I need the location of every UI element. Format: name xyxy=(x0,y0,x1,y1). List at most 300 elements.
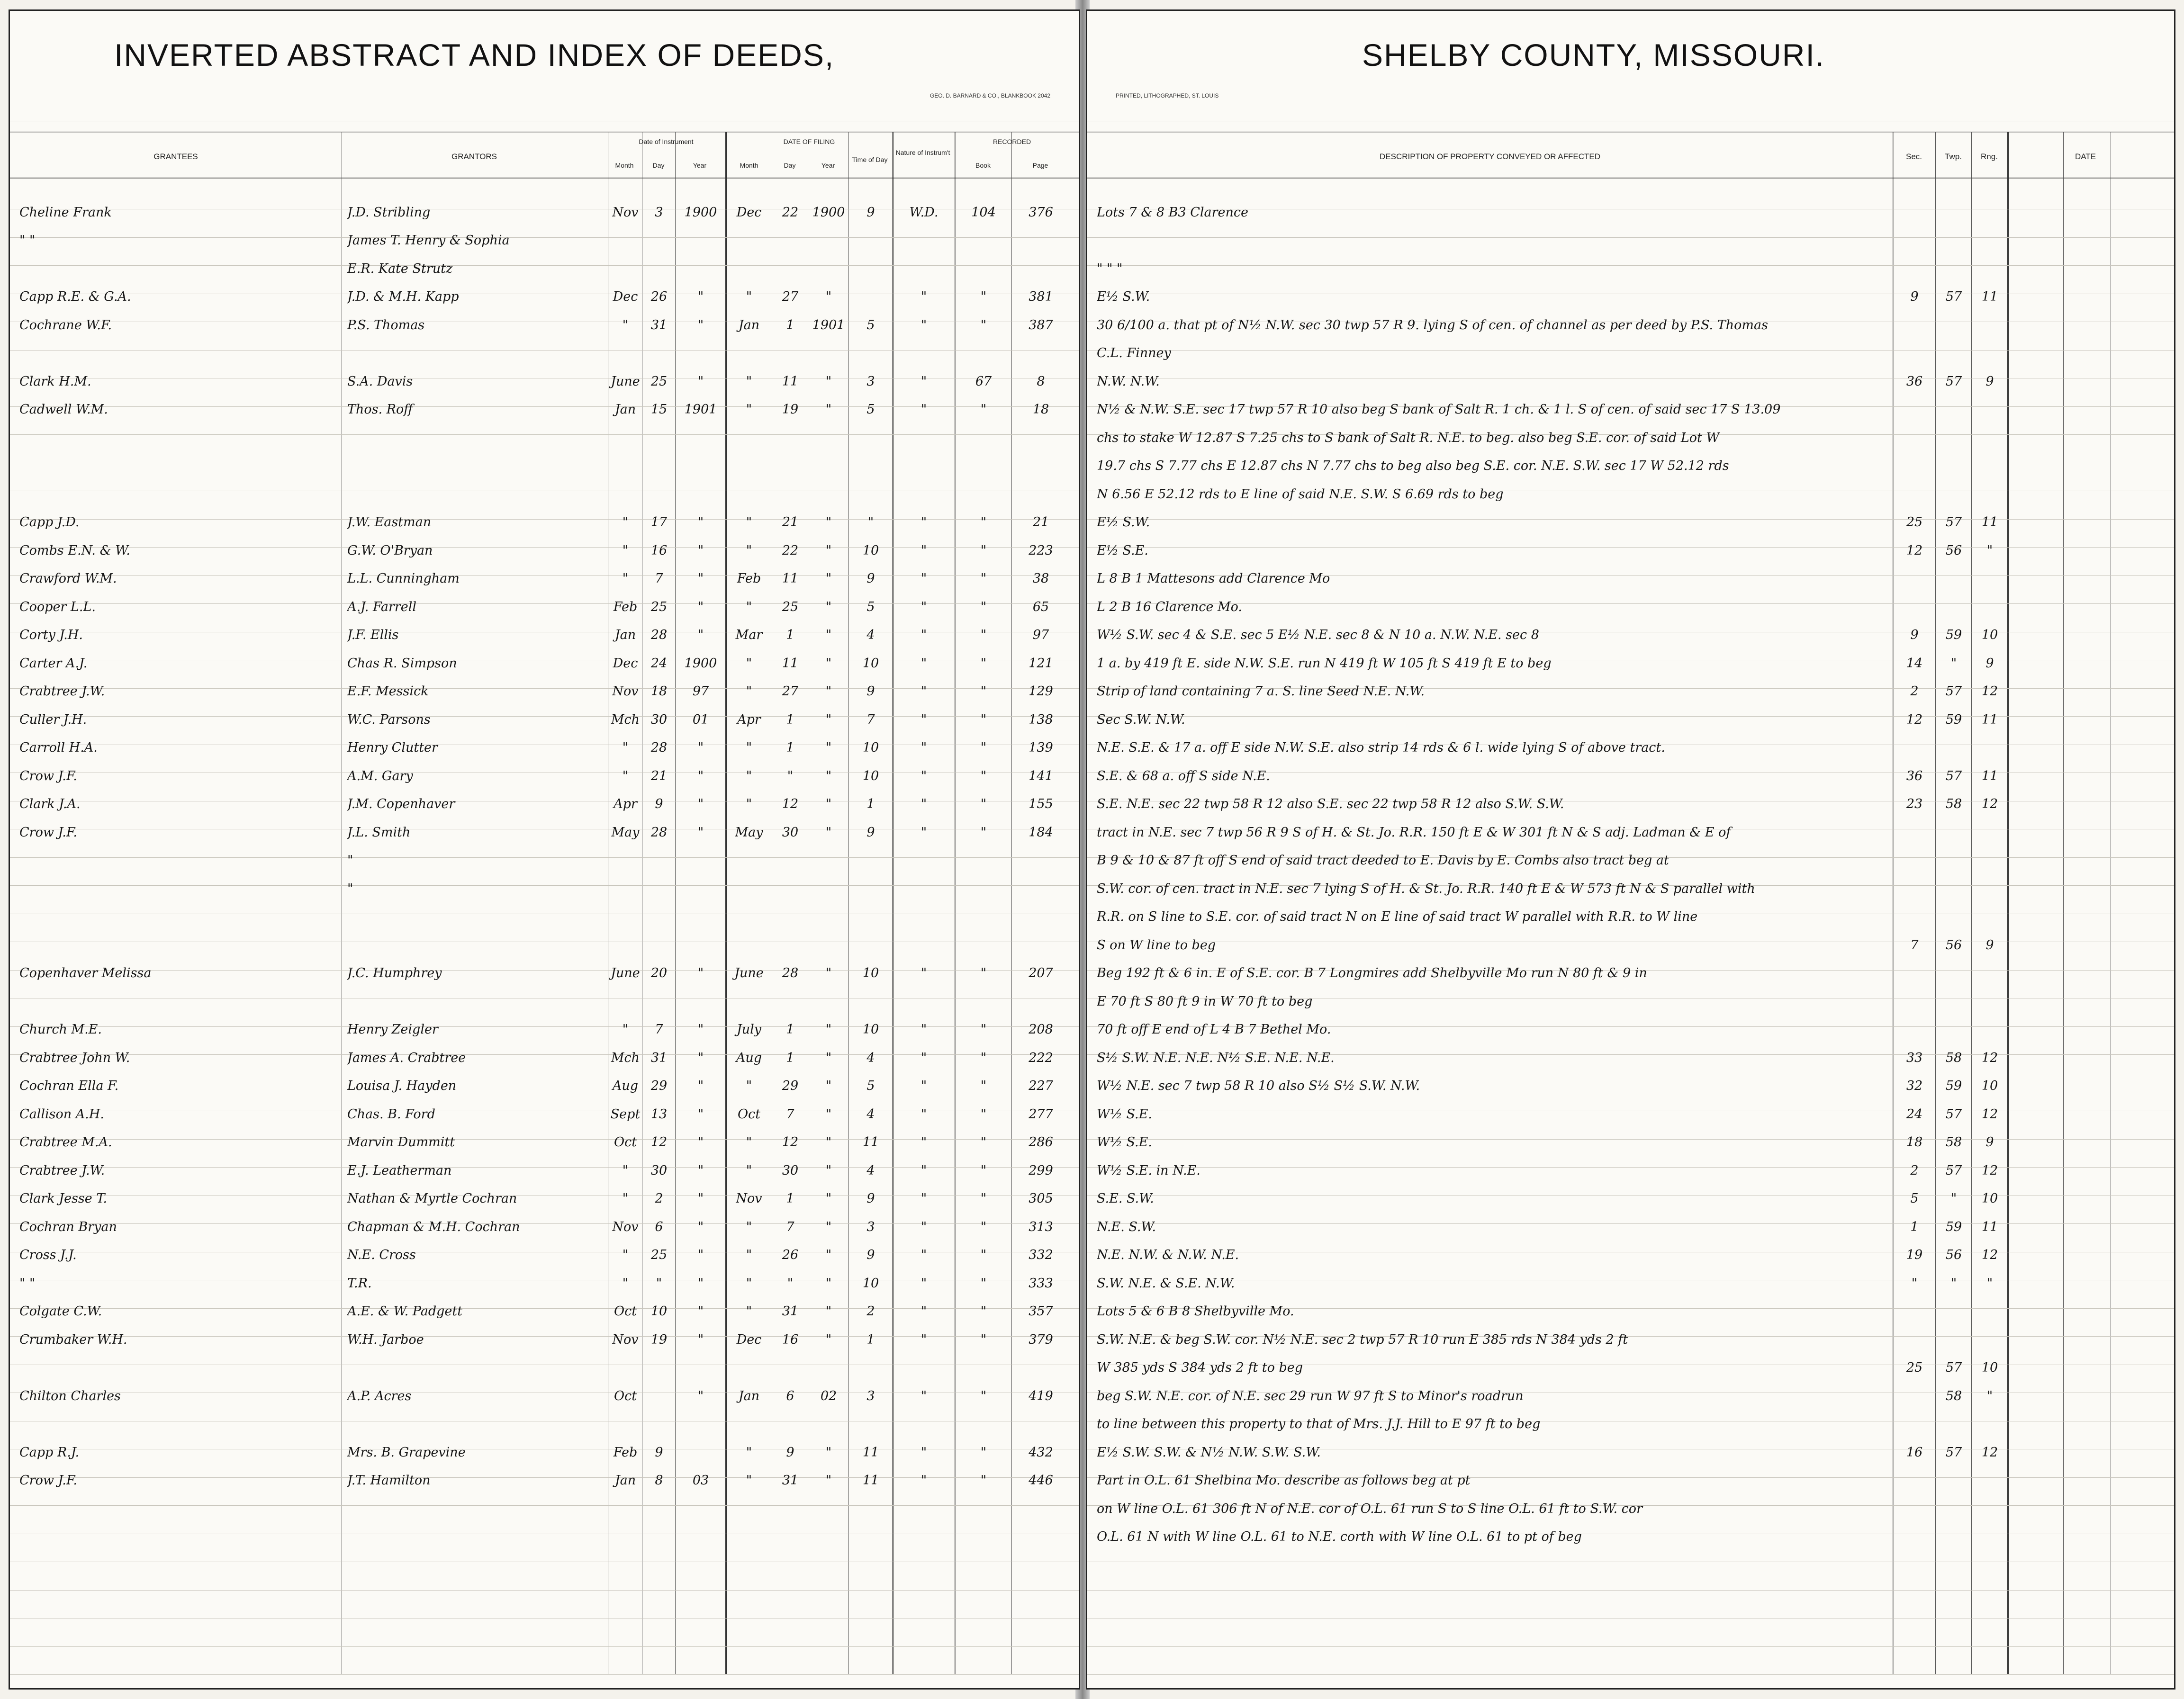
filing-day-cell xyxy=(773,852,808,869)
page-cell: 141 xyxy=(1029,768,1053,783)
book-cell: " xyxy=(980,1219,987,1234)
book-cell: " xyxy=(980,543,987,558)
range-cell: 12 xyxy=(1981,1050,1998,1065)
description-cell: B 9 & 10 & 87 ft off S end of said tract deeded to E. Davis by E. Combs also tract beg at xyxy=(1097,853,1669,868)
right-page-imprint: PRINTED, LITHOGRAPHED, ST. LOUIS xyxy=(1116,92,1219,99)
instrument-month-cell: " xyxy=(622,1022,629,1037)
township-cell xyxy=(1936,1021,1971,1038)
filing-day-cell: 25 xyxy=(782,599,799,614)
nature-cell: " xyxy=(921,289,927,304)
township-cell: 57 xyxy=(1945,684,1962,699)
range-cell xyxy=(1972,739,2007,756)
section-cell xyxy=(1894,1303,1935,1320)
instrument-month-cell: Nov xyxy=(612,1219,639,1234)
township-cell xyxy=(1936,570,1971,587)
filing-year-cell: " xyxy=(825,1022,832,1037)
grantee-cell: Crow J.F. xyxy=(19,768,77,783)
grantee-cell: Crow J.F. xyxy=(19,825,77,840)
instrument-year-cell: " xyxy=(697,1388,704,1403)
book-cell xyxy=(956,261,1011,278)
range-cell xyxy=(1972,852,2007,869)
instrument-month-cell: Sept xyxy=(610,1106,641,1122)
ruled-line xyxy=(10,1517,1079,1534)
nature-cell: " xyxy=(921,599,927,614)
township-cell: 57 xyxy=(1945,374,1962,389)
range-cell: 12 xyxy=(1981,1248,1998,1262)
nature-cell: " xyxy=(921,1163,927,1178)
instrument-year-cell: " xyxy=(697,599,704,614)
ruled-line xyxy=(10,925,1079,942)
time-of-day-cell: 10 xyxy=(862,656,879,671)
filing-month-cell xyxy=(726,232,772,249)
nature-cell: " xyxy=(921,1022,927,1037)
time-of-day-cell xyxy=(849,881,892,898)
grantor-cell: A.E. & W. Padgett xyxy=(347,1304,463,1319)
section-cell xyxy=(1894,1472,1935,1489)
left-page-imprint: GEO. D. BARNARD & CO., BLANKBOOK 2042 xyxy=(930,92,1050,99)
instrument-year-cell: " xyxy=(697,1106,704,1122)
township-cell xyxy=(1936,1303,1971,1320)
filing-month-cell: " xyxy=(746,768,752,783)
range-cell xyxy=(1972,204,2007,221)
page-cell: 129 xyxy=(1029,684,1053,699)
instrument-year-cell: " xyxy=(697,515,704,530)
grantor-cell: James T. Henry & Sophia xyxy=(347,233,510,248)
header-rng: Rng. xyxy=(1981,152,1998,161)
description-cell: N.E. S.W. xyxy=(1097,1219,1156,1234)
section-cell: 9 xyxy=(1910,628,1919,642)
instrument-month-cell: June xyxy=(611,374,640,389)
township-cell xyxy=(1936,1416,1971,1433)
instrument-year-cell: 01 xyxy=(692,712,709,727)
section-cell: 25 xyxy=(1906,1360,1923,1375)
township-cell: 57 xyxy=(1945,1163,1962,1178)
filing-month-cell: " xyxy=(746,656,752,671)
instrument-day-cell xyxy=(643,261,675,278)
page-cell: 223 xyxy=(1029,543,1053,558)
instrument-year-cell: " xyxy=(697,1276,704,1291)
left-page-title: INVERTED ABSTRACT AND INDEX OF DEEDS, xyxy=(114,37,835,72)
ruled-line xyxy=(10,1404,1079,1421)
instrument-month-cell: " xyxy=(622,317,629,333)
filing-month-cell: " xyxy=(746,1248,752,1262)
grantee-cell: Culler J.H. xyxy=(19,712,87,727)
range-cell: 12 xyxy=(1981,1163,1998,1178)
filing-year-cell: " xyxy=(825,1248,832,1262)
header-year: Year xyxy=(693,162,707,169)
section-cell xyxy=(1894,1528,1935,1546)
filing-day-cell: 9 xyxy=(786,1445,794,1460)
book-cell: " xyxy=(980,1163,987,1178)
instrument-month-cell: " xyxy=(622,1191,629,1206)
range-cell xyxy=(1972,1528,2007,1546)
filing-day-cell: 29 xyxy=(782,1079,799,1093)
description-cell: beg S.W. N.E. cor. of N.E. sec 29 run W 97 ft S to Minor's roadrun xyxy=(1097,1388,1524,1403)
nature-cell: " xyxy=(921,1332,927,1347)
filing-month-cell: " xyxy=(746,543,752,558)
book-cell: 104 xyxy=(971,205,996,220)
range-cell: 12 xyxy=(1981,1445,1998,1460)
section-cell xyxy=(1894,1331,1935,1348)
instrument-day-cell: 28 xyxy=(650,740,668,755)
section-cell: 7 xyxy=(1910,937,1919,953)
township-cell xyxy=(1936,908,1971,926)
description-cell: S.W. cor. of cen. tract in N.E. sec 7 lying S of H. & St. Jo. R.R. 140 ft E & W 573 ft N & S parallel with xyxy=(1097,881,1755,896)
book-cell: " xyxy=(980,1022,987,1037)
filing-year-cell: " xyxy=(825,1163,832,1178)
section-cell: 2 xyxy=(1910,684,1919,699)
grantor-cell: " xyxy=(347,853,353,868)
nature-cell: " xyxy=(921,317,927,333)
section-cell: 23 xyxy=(1906,797,1923,811)
grantor-cell: E.J. Leatherman xyxy=(347,1163,452,1178)
grantor-cell: A.P. Acres xyxy=(347,1388,412,1403)
filing-year-cell: " xyxy=(825,1219,832,1234)
instrument-day-cell xyxy=(643,1388,675,1405)
instrument-month-cell xyxy=(609,261,642,278)
description-cell: E½ S.W. xyxy=(1097,289,1150,304)
filing-year-cell: " xyxy=(825,571,832,586)
header-sec: Sec. xyxy=(1905,152,1922,161)
time-of-day-cell: 9 xyxy=(866,571,875,586)
description-cell: C.L. Finney xyxy=(1097,346,1171,360)
nature-cell: " xyxy=(921,402,927,417)
filing-month-cell: " xyxy=(746,515,752,530)
page-cell: 446 xyxy=(1029,1473,1053,1488)
instrument-day-cell: 28 xyxy=(650,628,668,642)
filing-year-cell: " xyxy=(825,1135,832,1150)
time-of-day-cell: 10 xyxy=(862,1022,879,1037)
township-cell xyxy=(1936,1528,1971,1546)
book-cell: " xyxy=(980,1388,987,1403)
grantor-cell: J.M. Copenhaver xyxy=(347,797,455,811)
description-cell: Lots 7 & 8 B3 Clarence xyxy=(1097,205,1248,220)
filing-day-cell: 11 xyxy=(782,571,799,586)
filing-month-cell xyxy=(726,852,772,869)
filing-year-cell: " xyxy=(825,374,832,389)
grantor-cell: T.R. xyxy=(347,1276,372,1291)
section-cell: 2 xyxy=(1910,1163,1919,1178)
description-cell: L 2 B 16 Clarence Mo. xyxy=(1097,599,1242,614)
range-cell xyxy=(1972,965,2007,982)
description-cell: chs to stake W 12.87 S 7.25 chs to S bank of Salt R. N.E. to beg. also beg S.E. cor. of said Lot W xyxy=(1097,430,1720,445)
book-cell: " xyxy=(980,599,987,614)
filing-day-cell: 1 xyxy=(786,628,794,642)
range-cell: 11 xyxy=(1981,768,1998,783)
section-cell xyxy=(1894,458,1935,475)
range-cell xyxy=(1972,401,2007,418)
grantee-cell: Cochran Ella F. xyxy=(19,1079,119,1093)
instrument-month-cell: Nov xyxy=(612,684,639,699)
page-cell: 313 xyxy=(1029,1219,1053,1234)
instrument-day-cell: 7 xyxy=(655,571,663,586)
section-cell: 24 xyxy=(1906,1106,1923,1122)
column-header-rule xyxy=(1087,178,2174,179)
right-ledger-page xyxy=(1086,9,2175,1690)
filing-year-cell: " xyxy=(825,599,832,614)
page-cell: 207 xyxy=(1029,966,1053,980)
instrument-year-cell: " xyxy=(697,966,704,980)
description-cell: W 385 yds S 384 yds 2 ft to beg xyxy=(1097,1360,1303,1375)
filing-year-cell xyxy=(809,852,848,869)
grantee-cell: Capp R.E. & G.A. xyxy=(19,289,131,304)
filing-year-cell: " xyxy=(825,712,832,727)
page-cell: 381 xyxy=(1029,289,1053,304)
page-cell: 419 xyxy=(1029,1388,1053,1403)
township-cell xyxy=(1936,430,1971,447)
instrument-year-cell: " xyxy=(697,768,704,783)
section-cell: 36 xyxy=(1906,374,1923,389)
section-cell: 12 xyxy=(1906,543,1923,558)
township-cell xyxy=(1936,401,1971,418)
grantee-cell: Cadwell W.M. xyxy=(19,402,108,417)
nature-cell: " xyxy=(921,825,927,840)
time-of-day-cell: 1 xyxy=(866,1332,875,1347)
filing-month-cell: Jan xyxy=(738,1388,760,1403)
instrument-day-cell: 31 xyxy=(650,317,668,333)
instrument-year-cell: " xyxy=(697,797,704,811)
grantee-cell: Cross J.J. xyxy=(19,1248,77,1262)
grantee-cell: Combs E.N. & W. xyxy=(19,543,130,558)
filing-day-cell: 1 xyxy=(786,712,794,727)
page-cell: 227 xyxy=(1029,1079,1053,1093)
range-cell: 12 xyxy=(1981,1106,1998,1122)
ruled-line xyxy=(1087,1686,2174,1690)
description-cell: " " " xyxy=(1097,261,1123,276)
instrument-day-cell xyxy=(643,881,675,898)
instrument-year-cell: " xyxy=(697,1022,704,1037)
instrument-year-cell: 1900 xyxy=(684,656,717,671)
grantee-cell xyxy=(19,881,337,898)
grantor-cell: G.W. O'Bryan xyxy=(347,543,433,558)
description-cell: Beg 192 ft & 6 in. E of S.E. cor. B 7 Longmires add Shelbyville Mo run N 80 ft & 9 in xyxy=(1097,966,1647,980)
instrument-year-cell: " xyxy=(697,543,704,558)
section-cell: 25 xyxy=(1906,515,1923,530)
instrument-day-cell: 21 xyxy=(650,768,668,783)
instrument-month-cell: " xyxy=(622,1248,629,1262)
instrument-year-cell xyxy=(676,1444,725,1461)
instrument-day-cell: 17 xyxy=(650,515,668,530)
header-rule xyxy=(10,132,1079,133)
book-cell: " xyxy=(980,966,987,980)
range-cell: 9 xyxy=(1985,656,1994,671)
header-grantors: GRANTORS xyxy=(451,152,497,161)
page-cell: 305 xyxy=(1029,1191,1053,1206)
range-cell xyxy=(1972,1472,2007,1489)
township-cell: 59 xyxy=(1945,628,1962,642)
filing-month-cell: " xyxy=(746,797,752,811)
nature-cell: " xyxy=(921,1191,927,1206)
filing-day-cell: 19 xyxy=(782,402,799,417)
page-cell: 222 xyxy=(1029,1050,1053,1065)
range-cell xyxy=(1972,599,2007,616)
filing-month-cell: Mar xyxy=(735,628,763,642)
section-cell xyxy=(1894,993,1935,1010)
township-cell: 56 xyxy=(1945,1248,1962,1262)
time-of-day-cell: 10 xyxy=(862,966,879,980)
range-cell: 9 xyxy=(1985,1135,1994,1150)
instrument-day-cell: 6 xyxy=(655,1219,663,1234)
book-cell: " xyxy=(980,402,987,417)
page-cell xyxy=(1012,881,1069,898)
instrument-day-cell: 28 xyxy=(650,825,668,840)
grantee-cell: " " xyxy=(19,233,36,248)
filing-year-cell: " xyxy=(825,1304,832,1319)
township-cell: 56 xyxy=(1945,543,1962,558)
ruled-line xyxy=(10,1488,1079,1506)
ruled-line xyxy=(10,1573,1079,1591)
time-of-day-cell: 5 xyxy=(866,402,875,417)
header-book: Book xyxy=(975,162,991,169)
grantor-cell: J.L. Smith xyxy=(347,825,411,840)
header-date-of-filing: DATE OF FILING xyxy=(783,138,835,145)
instrument-day-cell: 7 xyxy=(655,1022,663,1037)
nature-cell: " xyxy=(921,1388,927,1403)
grantee-cell: Carroll H.A. xyxy=(19,740,98,755)
time-of-day-cell xyxy=(849,288,892,306)
filing-day-cell: 1 xyxy=(786,740,794,755)
instrument-day-cell: 30 xyxy=(650,1163,668,1178)
ruled-line xyxy=(10,981,1079,998)
header-time-of-day: Time of Day xyxy=(852,156,888,163)
filing-day-cell xyxy=(773,261,808,278)
instrument-month-cell: Oct xyxy=(614,1135,637,1150)
township-cell: 57 xyxy=(1945,1106,1962,1122)
nature-cell: " xyxy=(921,712,927,727)
instrument-year-cell: " xyxy=(697,1332,704,1347)
instrument-day-cell: 26 xyxy=(650,289,668,304)
page-cell: 139 xyxy=(1029,740,1053,755)
instrument-month-cell: " xyxy=(622,768,629,783)
township-cell xyxy=(1936,881,1971,898)
instrument-day-cell: 2 xyxy=(655,1191,663,1206)
instrument-year-cell: " xyxy=(697,317,704,333)
grantee-cell: Clark J.A. xyxy=(19,797,81,811)
header-date: DATE xyxy=(2075,152,2096,161)
ruled-line xyxy=(1087,1573,2174,1591)
grantee-cell: Crabtree J.W. xyxy=(19,684,105,699)
filing-month-cell: " xyxy=(746,1163,752,1178)
grantor-cell: Marvin Dummitt xyxy=(347,1135,455,1150)
grantor-cell: W.H. Jarboe xyxy=(347,1332,424,1347)
grantee-cell: Cochran Bryan xyxy=(19,1219,117,1234)
description-cell: E½ S.E. xyxy=(1097,543,1148,558)
township-cell xyxy=(1936,852,1971,869)
section-cell xyxy=(1894,570,1935,587)
township-cell: 59 xyxy=(1945,1219,1962,1234)
time-of-day-cell: 4 xyxy=(866,1106,875,1122)
time-of-day-cell: 3 xyxy=(866,374,875,389)
instrument-day-cell: 31 xyxy=(650,1050,668,1065)
grantee-cell: Colgate C.W. xyxy=(19,1304,102,1319)
filing-month-cell: " xyxy=(746,374,752,389)
time-of-day-cell: 5 xyxy=(866,599,875,614)
filing-month-cell: Dec xyxy=(736,1332,762,1347)
instrument-month-cell: Oct xyxy=(614,1388,637,1403)
page-cell: 18 xyxy=(1032,402,1049,417)
township-cell: " xyxy=(1950,1191,1957,1206)
nature-cell: " xyxy=(921,740,927,755)
book-cell: " xyxy=(980,684,987,699)
filing-month-cell: " xyxy=(746,1276,752,1291)
header-rule xyxy=(1087,121,2174,122)
nature-cell: " xyxy=(921,1079,927,1093)
header-filing-month: Month xyxy=(740,162,758,169)
grantor-cell: Chas. B. Ford xyxy=(347,1106,435,1122)
grantor-cell: W.C. Parsons xyxy=(347,712,431,727)
instrument-day-cell: 13 xyxy=(650,1106,668,1122)
filing-month-cell: " xyxy=(746,1304,752,1319)
filing-month-cell xyxy=(726,261,772,278)
header-recorded: RECORDED xyxy=(993,138,1031,145)
township-cell xyxy=(1936,1501,1971,1518)
instrument-month-cell: " xyxy=(622,571,629,586)
grantee-cell: Crumbaker W.H. xyxy=(19,1332,127,1347)
section-cell xyxy=(1894,965,1935,982)
section-cell xyxy=(1894,261,1935,278)
grantee-cell: Chilton Charles xyxy=(19,1388,121,1403)
section-cell xyxy=(1894,345,1935,362)
instrument-day-cell: 9 xyxy=(655,797,663,811)
grantor-cell: E.F. Messick xyxy=(347,684,429,699)
ruled-line xyxy=(10,1545,1079,1562)
header-twp: Twp. xyxy=(1945,152,1962,161)
township-cell xyxy=(1936,345,1971,362)
filing-year-cell: " xyxy=(825,1276,832,1291)
filing-year-cell: 1901 xyxy=(812,317,845,333)
township-cell: 57 xyxy=(1945,1360,1962,1375)
range-cell xyxy=(1972,993,2007,1010)
header-filing-year: Year xyxy=(821,162,835,169)
instrument-month-cell: Dec xyxy=(613,656,638,671)
header-rule xyxy=(1087,132,2174,133)
page-cell: 376 xyxy=(1029,205,1053,220)
range-cell xyxy=(1972,317,2007,334)
filing-day-cell: 6 xyxy=(786,1388,794,1403)
description-cell: 1 a. by 419 ft E. side N.W. S.E. run N 419 ft W 105 ft S 419 ft E to beg xyxy=(1097,656,1552,671)
township-cell xyxy=(1936,739,1971,756)
instrument-month-cell: " xyxy=(622,1276,629,1291)
range-cell: 9 xyxy=(1985,374,1994,389)
header-description: DESCRIPTION OF PROPERTY CONVEYED OR AFFECTED xyxy=(1380,152,1600,161)
nature-cell: " xyxy=(921,374,927,389)
book-cell: " xyxy=(980,571,987,586)
section-cell: 5 xyxy=(1910,1191,1919,1206)
instrument-month-cell: " xyxy=(622,543,629,558)
book-cell: " xyxy=(980,1445,987,1460)
filing-year-cell: " xyxy=(825,656,832,671)
instrument-day-cell: 8 xyxy=(655,1473,663,1488)
time-of-day-cell: 10 xyxy=(862,740,879,755)
grantee-cell: Clark Jesse T. xyxy=(19,1191,107,1206)
page-cell: 379 xyxy=(1029,1332,1053,1347)
range-cell xyxy=(1972,908,2007,926)
grantor-cell: Chapman & M.H. Cochran xyxy=(347,1219,520,1234)
description-cell: S.W. N.E. & S.E. N.W. xyxy=(1097,1276,1235,1291)
filing-year-cell: " xyxy=(825,1106,832,1122)
township-cell xyxy=(1936,317,1971,334)
time-of-day-cell: 4 xyxy=(866,628,875,642)
description-cell: O.L. 61 N with W line O.L. 61 to N.E. corth with W line O.L. 61 to pt of beg xyxy=(1097,1529,1582,1544)
page-cell: 38 xyxy=(1032,571,1049,586)
description-cell: N.W. N.W. xyxy=(1097,374,1160,389)
instrument-day-cell: 3 xyxy=(655,205,663,220)
filing-year-cell: " xyxy=(825,289,832,304)
filing-year-cell: " xyxy=(825,740,832,755)
grantor-cell: J.D. & M.H. Kapp xyxy=(347,289,459,304)
range-cell: 12 xyxy=(1981,684,1998,699)
page-cell: 184 xyxy=(1029,825,1053,840)
